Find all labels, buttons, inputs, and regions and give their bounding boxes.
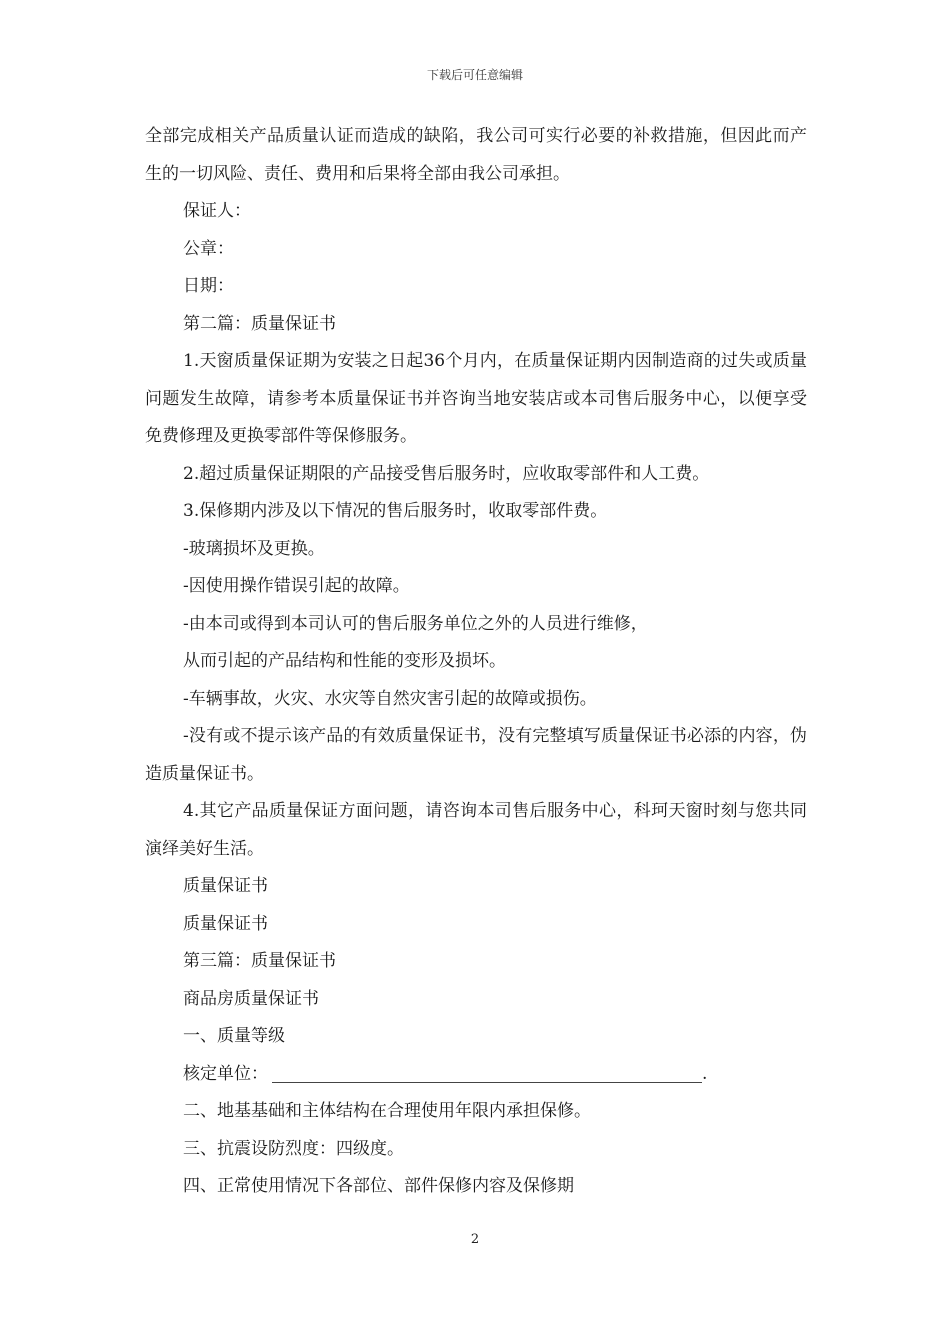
section-heading-3: 第三篇：质量保证书 (183, 951, 336, 971)
clause-1: 1.天窗质量保证期为安装之日起36个月内，在质量保证期内因制造商的过失或质量问题发生故障，请参考本质量保证书并咨询当地安装店或本司售后服务中心，以便享受免费修理及更换零部件等保修服务。 (145, 351, 807, 446)
quality-grade-heading: 一、质量等级 (183, 1026, 285, 1046)
paragraph-continuation: 全部完成相关产品质量认证而造成的缺陷，我公司可实行必要的补救措施，但因此而产生的一切风险、责任、费用和后果将全部由我公司承担。 (145, 126, 807, 184)
seal-label: 公章： (183, 238, 234, 259)
clause-3: 3.保修期内涉及以下情况的售后服务时，收取零部件费。 (183, 501, 608, 521)
list-item-accident: -车辆事故，火灾、水灾等自然灾害引起的故障或损伤。 (183, 688, 597, 709)
approval-unit-end: . (702, 1063, 708, 1084)
list-item-glass: -玻璃损坏及更换。 (183, 538, 325, 559)
date-label: 日期： (183, 276, 234, 296)
foundation-clause: 二、地基基础和主体结构在合理使用年限内承担保修。 (183, 1101, 591, 1121)
warranty-parts-clause: 四、正常使用情况下各部位、部件保修内容及保修期 (183, 1176, 574, 1196)
title-quality-certificate-repeat: 质量保证书 (183, 913, 268, 934)
document-body (145, 118, 807, 1206)
list-item-misuse: -因使用操作错误引起的故障。 (183, 576, 410, 596)
approval-unit-line (145, 1056, 807, 1094)
list-item-no-certificate: -没有或不提示该产品的有效质量保证书，没有完整填写质量保证书必添的内容，伪造质量保证书。 (145, 726, 807, 784)
page-number: 2 (470, 1232, 480, 1247)
approval-unit-label: 核定单位： (183, 1063, 268, 1084)
title-quality-certificate: 质量保证书 (183, 876, 268, 896)
approval-unit-blank (272, 1062, 702, 1083)
list-item-unauthorized-repair: -由本司或得到本司认可的售后服务单位之外的人员进行维修， (183, 613, 648, 634)
seismic-clause: 三、抗震设防烈度：四级度。 (183, 1138, 404, 1159)
clause-4: 4.其它产品质量保证方面问题，请咨询本司售后服务中心，科珂天窗时刻与您共同演绎美好生活。 (145, 801, 807, 859)
list-item-continuation: 从而引起的产品结构和性能的变形及损坏。 (183, 651, 506, 671)
guarantor-label: 保证人： (183, 201, 251, 221)
housing-certificate-title: 商品房质量保证书 (183, 988, 319, 1009)
page-header: 下载后可任意编辑 (426, 68, 523, 82)
section-heading-2: 第二篇：质量保证书 (183, 313, 336, 334)
clause-2: 2.超过质量保证期限的产品接受售后服务时，应收取零部件和人工费。 (183, 463, 710, 484)
